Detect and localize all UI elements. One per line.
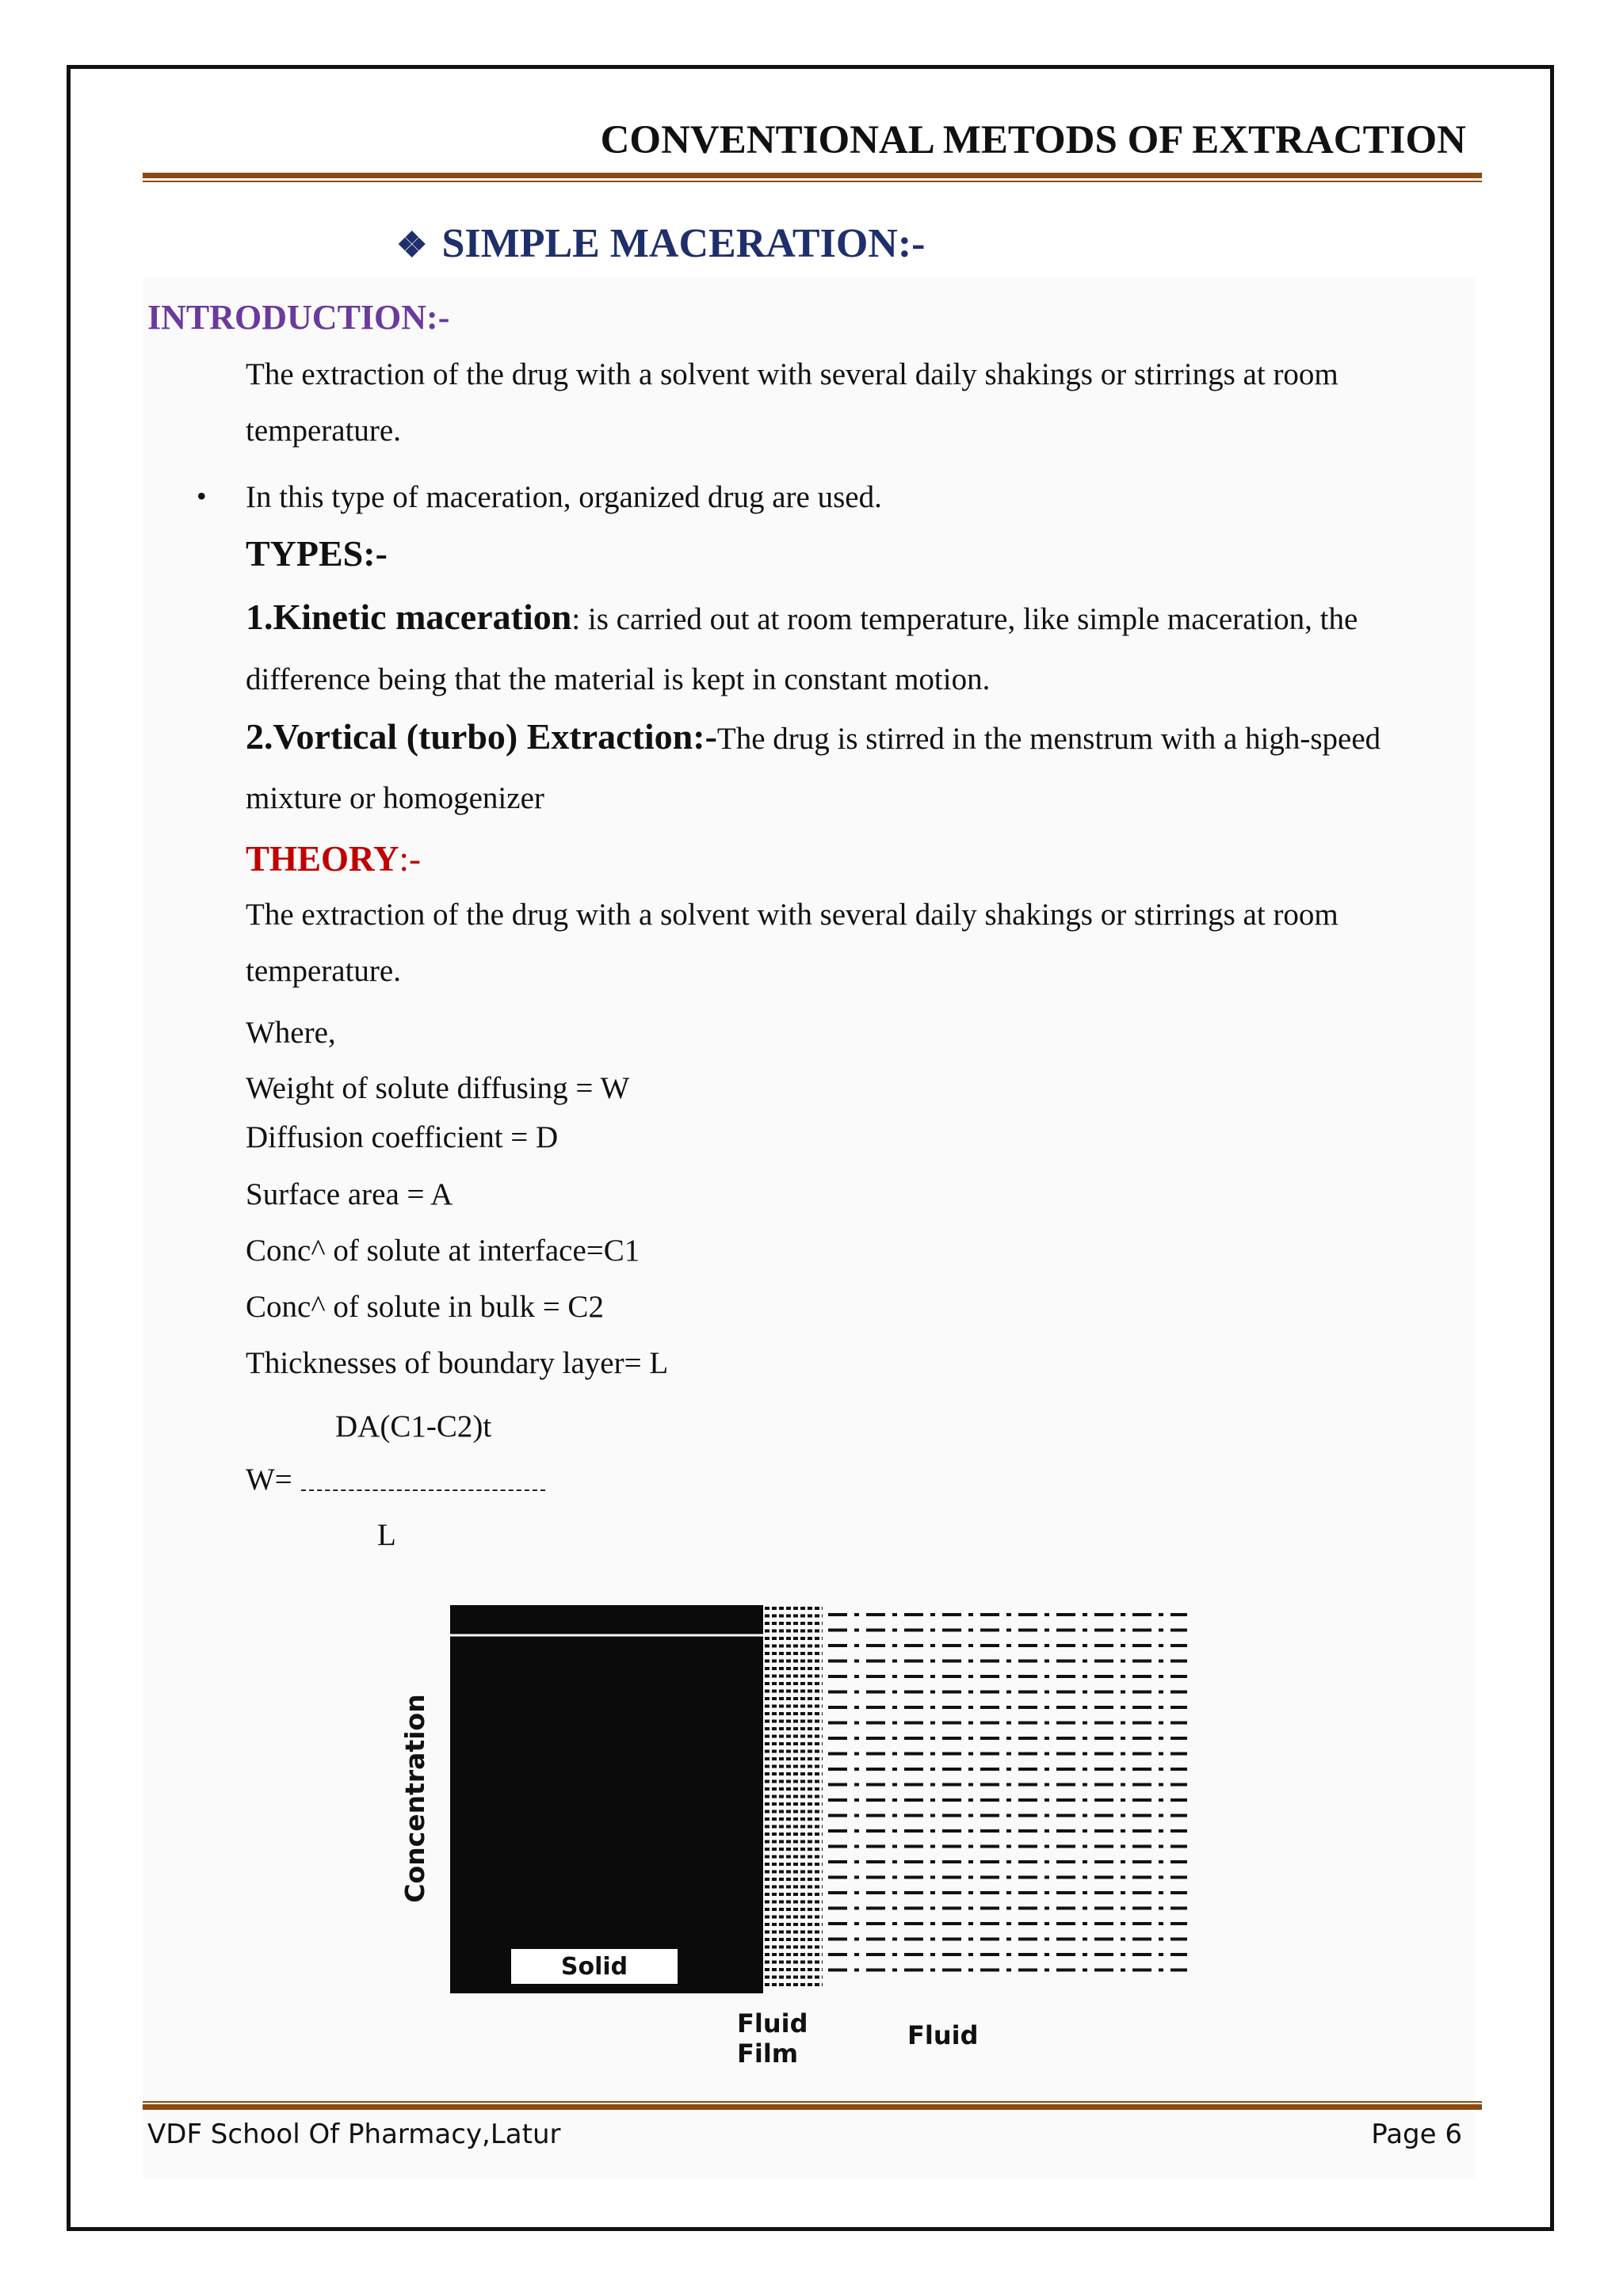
bullet-dot-icon: • (197, 480, 207, 512)
definition-boundary-thickness: Thicknesses of boundary layer= L (246, 1346, 669, 1380)
footer-rule (143, 2104, 1482, 2110)
kinetic-maceration-text: : is carried out at room temperature, like simple maceration, the (571, 602, 1358, 636)
kinetic-maceration-label: 1.Kinetic maceration (246, 597, 572, 637)
definition-diffusion-coefficient: Diffusion coefficient = D (246, 1120, 559, 1154)
definition-interface-concentration: Conc^ of solute at interface=C1 (246, 1234, 640, 1268)
diagram-solid-block (450, 1605, 763, 1993)
kinetic-maceration-line-1 (246, 596, 1358, 638)
header-title: CONVENTIONAL METODS OF EXTRACTION (600, 118, 1466, 162)
footer-school-name: VDF School Of Pharmacy,Latur (147, 2119, 561, 2150)
diagram-y-axis-label: Concentration (399, 1694, 430, 1903)
diagram-fluid-film-lines (765, 1608, 823, 1985)
four-diamond-bullet-icon: ❖ (396, 226, 428, 265)
diagram-solid-label: Solid (560, 1953, 628, 1981)
diagram-fluid-film-label-line-1: Fluid (737, 2008, 808, 2039)
types-heading: TYPES:- (246, 533, 388, 574)
footer-page-number: Page 6 (1371, 2119, 1462, 2150)
definition-weight: Weight of solute diffusing = W (246, 1071, 630, 1105)
kinetic-maceration-line-2: difference being that the material is kept in constant motion. (246, 662, 991, 696)
theory-heading (246, 838, 421, 879)
equation-numerator: DA(C1-C2)t (335, 1409, 492, 1444)
header-rule (143, 173, 1482, 178)
diagram-fluid-film-label-line-2: Film (737, 2039, 799, 2069)
diagram-fluid-dash-lines (828, 1615, 1187, 1970)
section-heading (396, 220, 926, 267)
definition-bulk-concentration: Conc^ of solute in bulk = C2 (246, 1290, 604, 1324)
definition-surface-area: Surface area = A (246, 1177, 453, 1211)
theory-heading-label: THEORY (246, 839, 399, 879)
equation-denominator: L (377, 1518, 396, 1552)
vortical-extraction-text: The drug is stirred in the menstrum with a high-speed (716, 722, 1381, 756)
footer-rule-thin (143, 2101, 1482, 2103)
theory-paragraph-line-2: temperature. (246, 954, 401, 988)
header-rule-thin (143, 181, 1482, 182)
section-title: SIMPLE MACERATION:- (441, 221, 926, 266)
vortical-extraction-label: 2.Vortical (turbo) Extraction:- (246, 716, 717, 757)
diagram-fluid-label: Fluid (907, 2020, 979, 2050)
diffusion-layer-diagram (388, 1585, 1205, 2084)
equation-fraction-bar (301, 1489, 545, 1491)
where-label: Where, (246, 1016, 336, 1050)
vortical-extraction-line-2: mixture or homogenizer (246, 781, 544, 815)
equation-lhs: W= (246, 1463, 292, 1497)
theory-heading-suffix: :- (399, 839, 421, 879)
intro-bullet-text: In this type of maceration, organized drug are used. (246, 480, 882, 514)
intro-paragraph-line-1: The extraction of the drug with a solvent with several daily shakings or stirrings at room (246, 357, 1338, 391)
intro-heading: INTRODUCTION:- (147, 298, 450, 337)
intro-paragraph-line-2: temperature. (246, 414, 401, 448)
vortical-extraction-line-1 (246, 715, 1381, 757)
theory-paragraph-line-1: The extraction of the drug with a solvent with several daily shakings or stirrings at room (246, 898, 1338, 932)
